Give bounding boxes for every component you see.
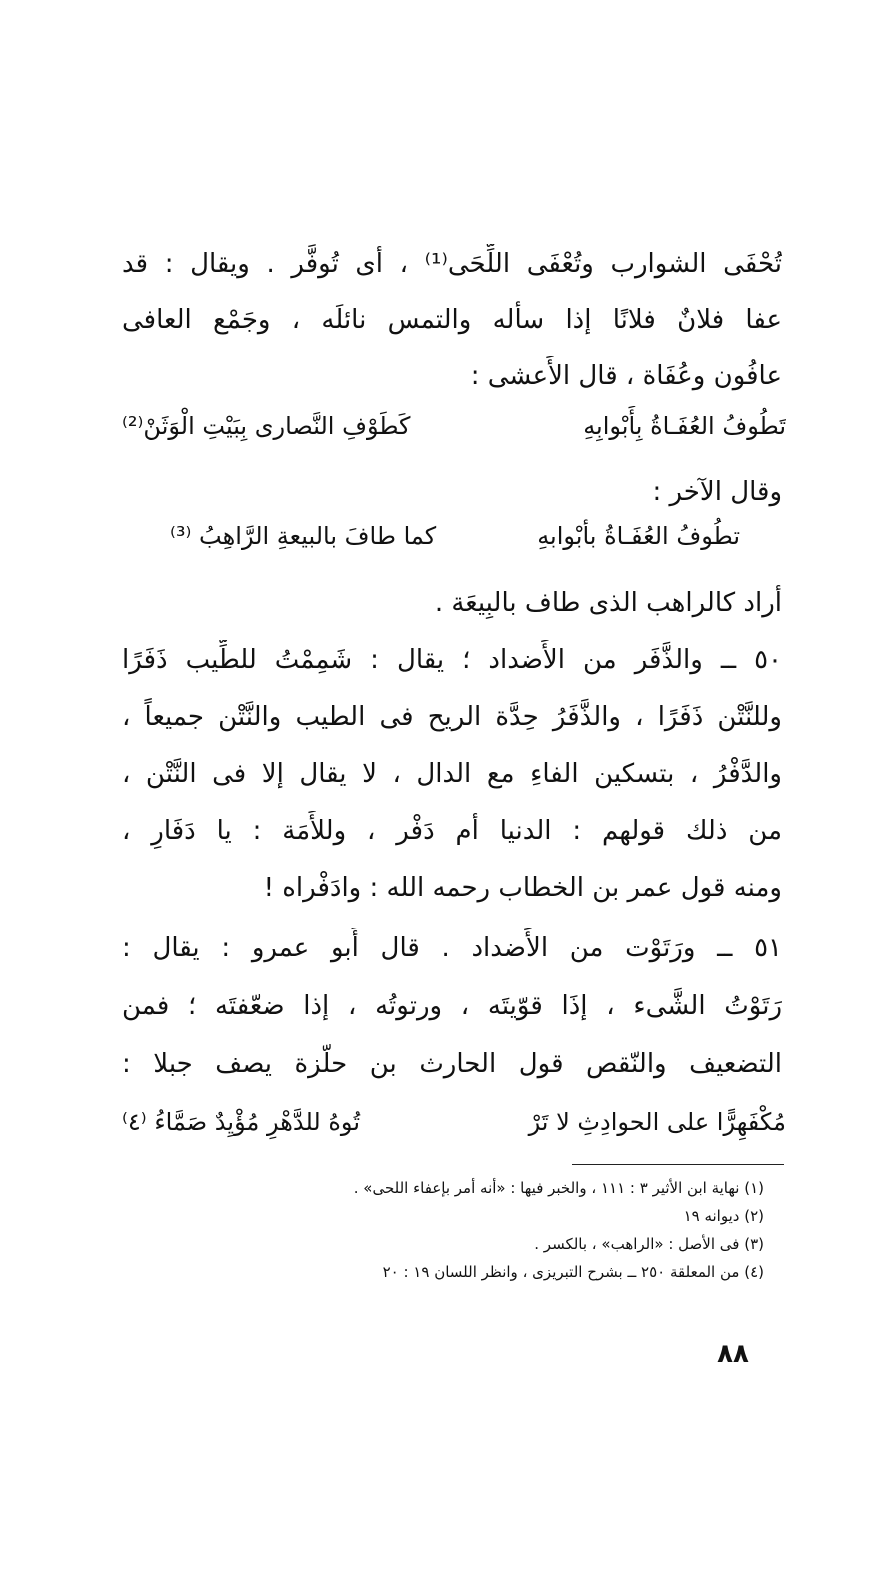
section-50-line: من ذلك قولهم : الدنيا أم دَفْر ، وللأَمَة : يا دَفَارِ ، xyxy=(122,816,782,846)
verse-line xyxy=(122,406,786,446)
section-50-line: والدَّفْرُ ، بتسكين الفاءِ مع الدال ، لا يقال إلا فى النَّتْن ، xyxy=(122,759,782,789)
body-line: أراد كالراهب الذى طاف بالبِيعَة . xyxy=(434,588,782,618)
verse-hemistich-first: مُكْفَهِرًّا على الحوادِثِ لا تَرْ xyxy=(528,1108,786,1136)
verse-hemistich-second: تُوهُ للدَّهْرِ مُؤْيِدٌ صَمَّاءُ ⁽٤⁾ xyxy=(122,1108,360,1136)
body-line: عفا فلانٌ فلانًا إذا سأله والتمس نائلَه ، وجَمْع العافى xyxy=(122,305,782,335)
body-line: عافُون وعُفَاة ، قال الأَعشى : xyxy=(470,361,782,391)
verse-line xyxy=(122,1102,786,1142)
verse-hemistich-first: تَطُوفُ العُفَـاةُ بِأَبْوابِهِ xyxy=(583,412,786,440)
body-line: وقال الآخر : xyxy=(652,477,782,507)
verse-hemistich-first: تطُوفُ العُفَـاةُ بأبْوابهِ xyxy=(537,522,740,550)
verse-hemistich-second: كما طافَ بالبيعةِ الرَّاهِبُ ⁽³⁾ xyxy=(170,522,437,550)
section-51-line: رَتَوْتُ الشَّىء ، إذَا قوّيتَه ، ورتوتُه ، إذا ضعّفتَه ؛ فمن xyxy=(122,991,782,1021)
page-number: ٨٨ xyxy=(717,1339,749,1369)
verse-line xyxy=(170,516,740,556)
footnote: (١) نهاية ابن الأثير ٣ : ١١١ ، والخبر فيها : «أنه أمر بإعفاء اللحى» . xyxy=(353,1179,764,1197)
section-50-line: ٥٠ ــ والذَّفَر من الأَضداد ؛ يقال : شَمِمْتُ للطِّيب ذَفَرًا xyxy=(122,645,782,675)
section-51-line: التضعيف والنّقص قول الحارث بن حلّزة يصف جبلا : xyxy=(122,1049,782,1079)
footnote-separator xyxy=(572,1164,784,1165)
footnote: (٢) ديوانه ١٩ xyxy=(683,1207,764,1225)
section-50-line: وللنَّتْن ذَفَرًا ، والذَّفَرُ حِدَّة الريح فى الطيب والنَّتْن جميعاً ، xyxy=(122,702,782,732)
footnote: (٤) من المعلقة ٢٥٠ ــ بشرح التبريزى ، وانظر اللسان ١٩ : ٢٠ xyxy=(382,1263,764,1281)
section-51-line: ٥١ ــ ورَتَوْت من الأَضداد . قال أَبو عمرو : يقال : xyxy=(122,933,782,963)
footnote: (٣) فى الأصل : «الراهب» ، بالكسر . xyxy=(534,1235,764,1253)
section-50-line: ومنه قول عمر بن الخطاب رحمه الله : وادَفْراه ! xyxy=(263,873,782,903)
verse-hemistich-second: كَطَوْفِ النَّصارى بِبَيْتِ الْوَثَنْ⁽²⁾ xyxy=(122,412,411,440)
body-line: تُحْفَى الشوارب وتُعْفَى اللِّحَى⁽¹⁾ ، أى تُوفَّر . ويقال : قد xyxy=(122,249,782,279)
